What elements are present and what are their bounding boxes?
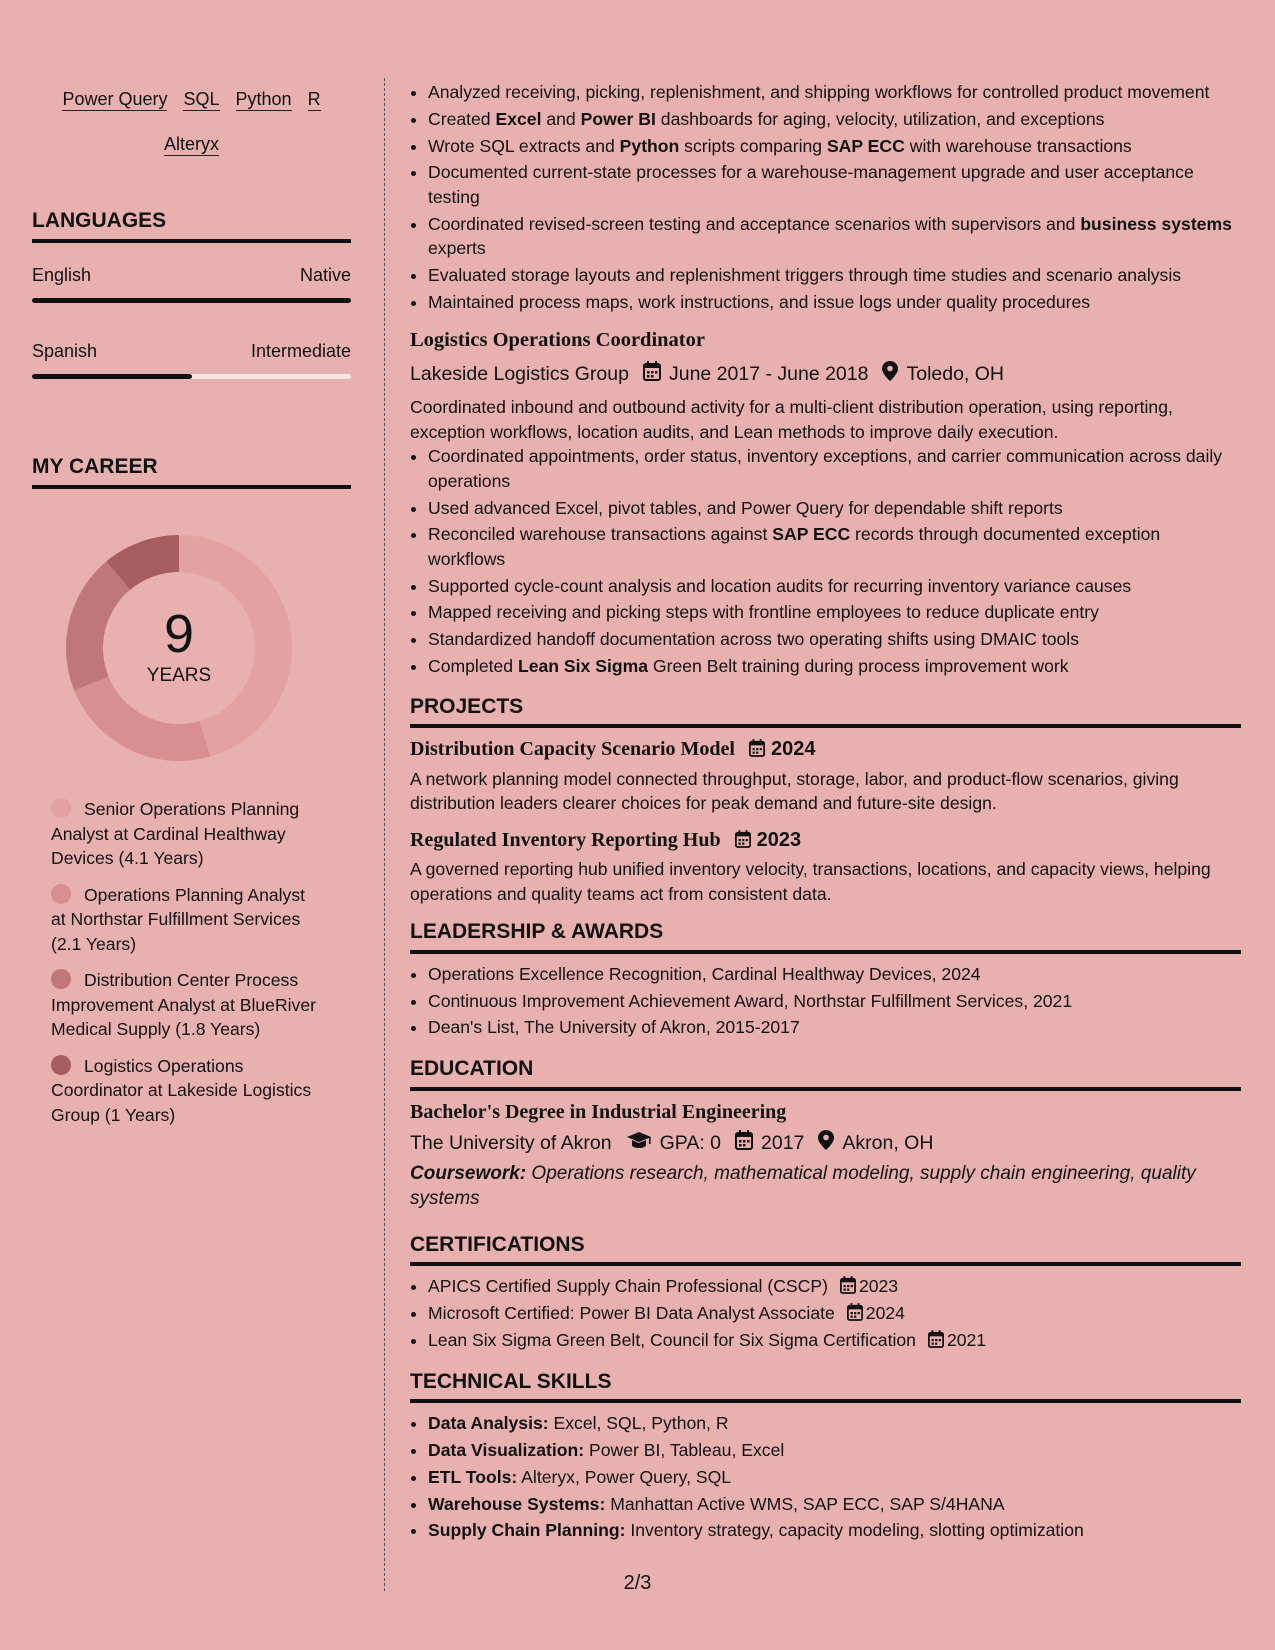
coursework [410,1161,1241,1211]
experience-bullet: • Documented current-state processes for a warehouse-management upgrade and user acceptance testing [428,160,1241,209]
skill-tag: Power Query [62,89,168,109]
project-name: Distribution Capacity Scenario Model [410,738,735,761]
certifications-list [410,1274,1241,1352]
language-proficiency-fill [32,374,192,379]
technical-skill-item [428,1411,1241,1436]
calendar-icon [735,1130,753,1157]
certifications-heading: CERTIFICATIONS [410,1233,1241,1267]
donut-slice-2 [74,676,210,761]
skill-category: Data Visualization: [428,1439,585,1460]
calendar-icon [735,828,751,853]
technical-skill-item [428,1518,1241,1543]
project-year: 2023 [756,828,802,851]
skill-tag: Alteryx [163,134,219,154]
project-title [410,737,1241,762]
award-item: • Dean's List, The University of Akron, 2015-2017 [428,1015,1241,1040]
career-legend-text: Distribution Center Process Improvement Analyst at BlueRiver Medical Supply (1.8 Years) [51,970,316,1039]
skill-category: Data Analysis: [428,1413,549,1434]
awards-list [410,962,1241,1040]
career-donut-chart [64,533,294,763]
school-location: Akron, OH [842,1132,934,1155]
project-title [410,828,1241,853]
skill-tag: Python [235,89,292,109]
legend-dot [51,969,71,989]
career-legend-item [51,1054,321,1128]
career-legend-item [51,968,321,1042]
skill-values: Power BI, Tableau, Excel [584,1439,785,1460]
language-level: Intermediate [250,341,351,361]
career-heading: MY CAREER [32,455,351,489]
technical-skills-heading: TECHNICAL SKILLS [410,1370,1241,1404]
legend-dot [51,1055,71,1075]
legend-dot [51,798,71,818]
calendar-icon [749,737,765,762]
certification-name: APICS Certified Supply Chain Professional (CSCP) [428,1276,828,1297]
skill-tag: R [307,89,321,109]
job-bullets [410,444,1241,678]
graduation-cap-icon [626,1131,652,1156]
experience-bullet: • Evaluated storage layouts and replenishment triggers through time studies and scenario analysis [428,263,1241,288]
awards-heading: LEADERSHIP & AWARDS [410,920,1241,954]
legend-dot [51,884,71,904]
languages-heading: LANGUAGES [32,209,351,243]
job-dates: June 2017 - June 2018 [668,362,869,385]
calendar-icon [847,1303,863,1323]
project-name: Regulated Inventory Reporting Hub [410,828,721,851]
job-bullet: • Standardized handoff documentation across two operating shifts using DMAIC tools [428,627,1241,652]
graduation-year: 2017 [761,1132,805,1155]
certification-item [428,1301,1241,1326]
language-name: Spanish [32,341,98,361]
job-summary: Coordinated inbound and outbound activity for a multi-client distribution operation, using reporting, exception workflows, location audits, and Lean methods to improve daily execution. [410,397,1173,442]
certification-item [428,1328,1241,1353]
language-row [32,265,351,286]
language-level: Native [299,265,351,285]
projects-list [410,737,1241,906]
skill-tag: SQL [183,89,220,109]
career-legend [51,797,321,1127]
experience-bullet: • Analyzed receiving, picking, replenishment, and shipping workflows for controlled product movement [428,80,1241,105]
gpa: GPA: 0 [659,1132,722,1155]
skill-values: Excel, SQL, Python, R [548,1413,729,1434]
project-year: 2024 [771,738,816,761]
job-company: Lakeside Logistics Group [410,362,629,385]
technical-skill-item [428,1465,1241,1490]
column-divider [384,78,385,1591]
certification-name: Lean Six Sigma Green Belt, Council for Six Sigma Certification [428,1329,916,1350]
technical-skills-list [410,1411,1241,1543]
language-proficiency-fill [32,298,351,303]
career-legend-text: Senior Operations Planning Analyst at Cardinal Healthway Devices (4.1 Years) [51,799,300,868]
award-item: • Continuous Improvement Achievement Award, Northstar Fulfillment Services, 2021 [428,989,1241,1014]
language-row [32,341,351,362]
skill-category: Warehouse Systems: [428,1493,606,1514]
skill-category: Supply Chain Planning: [428,1520,626,1541]
calendar-icon [643,361,661,388]
experience-bullets [410,80,1241,314]
language-proficiency-bar [32,298,351,303]
projects-heading: PROJECTS [410,695,1241,729]
language-name: English [32,265,92,285]
certification-item [428,1274,1241,1299]
education-meta [410,1130,1241,1157]
job-title: Logistics Operations Coordinator [410,329,705,352]
career-legend-text: Operations Planning Analyst at Northstar Fulfillment Services (2.1 Years) [51,884,306,954]
location-pin-icon [818,1130,834,1157]
skill-tags [32,77,351,167]
main-content [410,78,1241,1545]
education-heading: EDUCATION [410,1057,1241,1091]
languages-list [32,265,351,379]
project-description: A network planning model connected throughput, storage, labor, and product-flow scenarios, giving distribution leaders clearer choices for peak demand and future-site design. [410,768,1179,814]
skill-category: ETL Tools: [428,1466,518,1487]
job-bullet: • Coordinated appointments, order status, inventory exceptions, and carrier communication across daily operations [428,444,1241,493]
experience-bullet: • Coordinated revised-screen testing and acceptance scenarios with supervisors and business systems experts [428,212,1241,261]
experience-bullet: • Created Excel and Power BI dashboards for aging, velocity, utilization, and exceptions [428,107,1241,132]
career-years-label: YEARS [146,665,212,686]
job-location: Toledo, OH [906,362,1005,385]
technical-skill-item [428,1438,1241,1463]
calendar-icon [840,1276,856,1296]
job-bullet: • Used advanced Excel, pivot tables, and Power Query for dependable shift reports [428,496,1241,521]
location-pin-icon [882,361,898,388]
degree-title: Bachelor's Degree in Industrial Engineering [410,1100,787,1123]
career-legend-item [51,883,321,957]
coursework-text: Operations research, mathematical modeling, supply chain engineering, quality systems [410,1162,1196,1209]
project-description: A governed reporting hub unified inventory velocity, transactions, locations, and capacity views, helping operations and quality teams act from consistent data. [410,859,1211,904]
technical-skill-item [428,1492,1241,1517]
coursework-label: Coursework: [410,1162,527,1184]
career-years-number: 9 [163,604,195,664]
certification-year: 2021 [946,1329,987,1350]
school-name: The University of Akron [410,1132,612,1155]
job-bullet: • Reconciled warehouse transactions against SAP ECC records through documented exception workflows [428,522,1241,571]
page-number: 2/3 [623,1572,652,1594]
job-meta [410,361,1241,388]
career-legend-item [51,797,321,871]
experience-bullet: • Wrote SQL extracts and Python scripts comparing SAP ECC with warehouse transactions [428,134,1241,159]
calendar-icon [928,1330,944,1350]
skill-values: Alteryx, Power Query, SQL [517,1466,732,1487]
experience-bullet: • Maintained process maps, work instructions, and issue logs under quality procedures [428,290,1241,315]
skill-values: Inventory strategy, capacity modeling, slotting optimization [625,1520,1084,1541]
skill-values: Manhattan Active WMS, SAP ECC, SAP S/4HANA [605,1493,1005,1514]
certification-year: 2023 [858,1276,899,1297]
certification-year: 2024 [865,1303,905,1324]
job-bullet: • Mapped receiving and picking steps with frontline employees to reduce duplicate entry [428,600,1241,625]
career-legend-text: Logistics Operations Coordinator at Lakeside Logistics Group (1 Years) [51,1055,312,1125]
language-proficiency-bar [32,374,351,379]
award-item: • Operations Excellence Recognition, Cardinal Healthway Devices, 2024 [428,962,1241,987]
sidebar [32,78,351,1139]
job-bullet: • Completed Lean Six Sigma Green Belt training during process improvement work [428,654,1241,679]
certification-name: Microsoft Certified: Power BI Data Analyst Associate [428,1303,835,1324]
job-bullet: • Supported cycle-count analysis and location audits for recurring inventory variance causes [428,574,1241,599]
